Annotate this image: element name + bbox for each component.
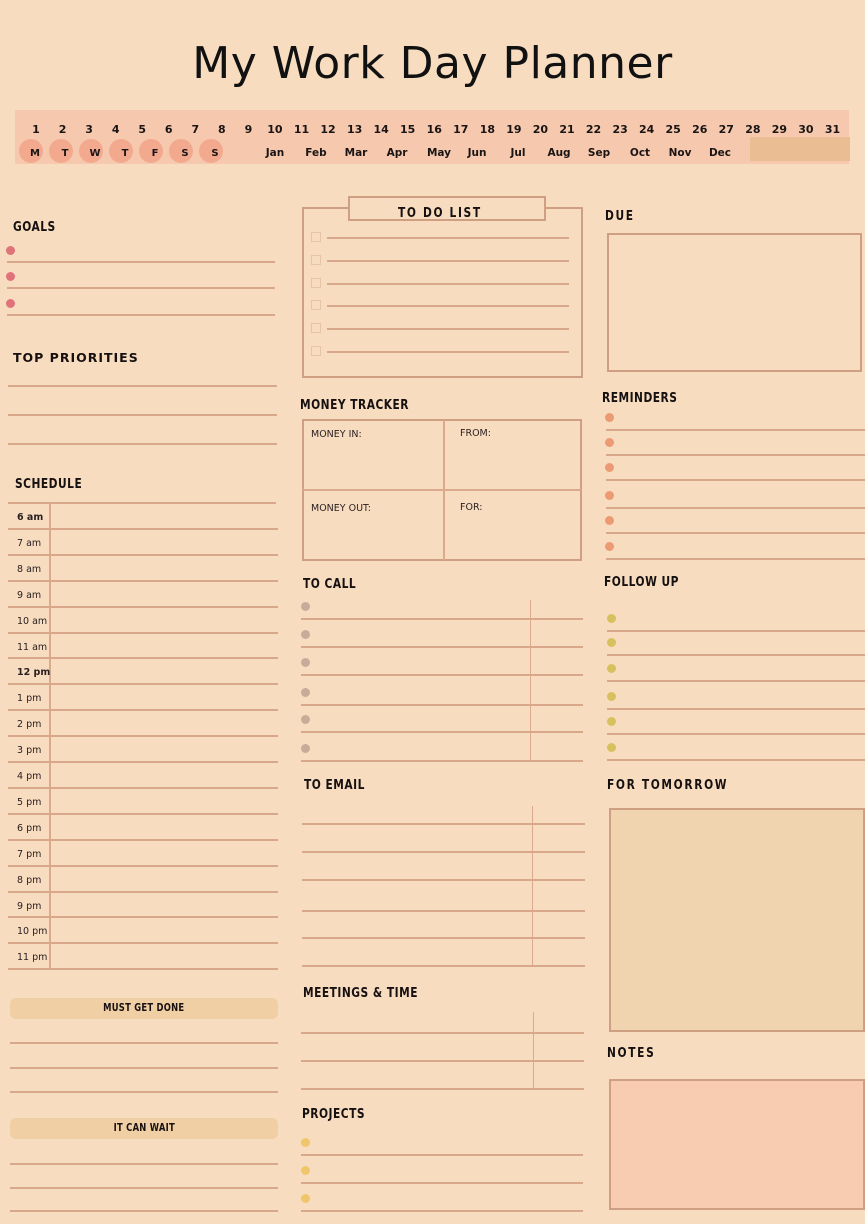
calendar-date[interactable]: 6: [164, 123, 173, 136]
weekday-label: T: [61, 148, 69, 159]
reminder-line[interactable]: [606, 507, 865, 509]
todo-list-heading: TO DO LIST: [398, 206, 482, 221]
reminder-line[interactable]: [606, 558, 865, 560]
schedule-hour-label: 5 pm: [17, 796, 42, 808]
calendar-date[interactable]: 21: [559, 123, 575, 136]
schedule-hour-label: 11 am: [17, 641, 48, 653]
follow-up-line[interactable]: [607, 708, 865, 710]
must-get-done-line[interactable]: [10, 1067, 278, 1069]
it-can-wait-line[interactable]: [10, 1187, 278, 1189]
calendar-month[interactable]: Sep: [587, 147, 611, 159]
schedule-hour-label: 6 pm: [17, 822, 42, 834]
schedule-hour-label: 8 pm: [17, 874, 42, 886]
calendar-date[interactable]: 22: [585, 123, 602, 136]
project-bullet-icon[interactable]: [301, 1138, 310, 1147]
schedule-row-line[interactable]: [8, 709, 278, 711]
todo-line[interactable]: [327, 328, 569, 330]
calendar-date[interactable]: 9: [244, 123, 253, 136]
to-call-bullet-icon[interactable]: [301, 744, 310, 753]
schedule-heading: SCHEDULE: [15, 477, 83, 492]
weekday-circle[interactable]: [199, 139, 223, 163]
follow-up-bullet-icon[interactable]: [607, 664, 616, 673]
to-call-divider: [530, 600, 531, 760]
must-get-done-line[interactable]: [10, 1042, 278, 1044]
follow-up-bullet-icon[interactable]: [607, 638, 616, 647]
to-email-heading: TO EMAIL: [304, 778, 365, 793]
follow-up-line[interactable]: [607, 680, 865, 682]
calendar-blank-cell: [750, 137, 850, 161]
schedule-row-line[interactable]: [8, 942, 278, 944]
money-for-label: FOR:: [460, 502, 483, 513]
calendar-date[interactable]: 28: [745, 123, 761, 136]
priority-line[interactable]: [8, 443, 277, 445]
reminder-bullet-icon[interactable]: [605, 413, 614, 422]
schedule-row-line[interactable]: [8, 916, 278, 918]
money-from-label: FROM:: [460, 428, 491, 439]
schedule-hour-label: 1 pm: [17, 693, 42, 705]
calendar-date[interactable]: 5: [138, 123, 147, 136]
calendar-date[interactable]: 26: [692, 123, 708, 136]
calendar-month[interactable]: May: [426, 147, 452, 159]
to-call-bullet-icon[interactable]: [301, 602, 310, 611]
weekday-label: T: [121, 148, 129, 159]
follow-up-heading: FOLLOW UP: [604, 575, 679, 590]
goal-line[interactable]: [7, 261, 275, 263]
calendar-date[interactable]: 12: [320, 123, 336, 136]
to-call-line[interactable]: [301, 704, 583, 706]
must-get-done-header: [10, 998, 278, 1019]
schedule-row-line[interactable]: [8, 761, 278, 763]
page-title: My Work Day Planner: [192, 38, 673, 89]
to-email-line[interactable]: [302, 937, 585, 939]
goal-line[interactable]: [7, 314, 275, 316]
todo-line[interactable]: [327, 283, 569, 285]
follow-up-bullet-icon[interactable]: [607, 717, 616, 726]
schedule-row-line[interactable]: [8, 787, 278, 789]
project-line[interactable]: [301, 1154, 583, 1156]
project-line[interactable]: [301, 1182, 583, 1184]
schedule-row-line[interactable]: [8, 554, 278, 556]
meeting-line[interactable]: [301, 1060, 584, 1062]
money-out-label: MONEY OUT:: [311, 503, 371, 514]
it-can-wait-label: IT CAN WAIT: [113, 1122, 175, 1134]
to-call-bullet-icon[interactable]: [301, 630, 310, 639]
money-in-label: MONEY IN:: [311, 429, 362, 440]
calendar-date[interactable]: 2: [58, 123, 67, 136]
weekday-circle[interactable]: [49, 139, 73, 163]
weekday-circle[interactable]: [79, 139, 103, 163]
to-call-bullet-icon[interactable]: [301, 715, 310, 724]
calendar-date[interactable]: 11: [293, 123, 310, 136]
schedule-hour-label: 7 am: [17, 537, 42, 549]
money-grid-hdivider: [303, 489, 581, 491]
todo-line[interactable]: [327, 351, 569, 353]
weekday-label: S: [211, 148, 219, 159]
follow-up-bullet-icon[interactable]: [607, 692, 616, 701]
weekday-circle[interactable]: [139, 139, 163, 163]
calendar-date[interactable]: 23: [612, 123, 628, 136]
calendar-date[interactable]: 3: [85, 123, 93, 136]
goal-line[interactable]: [7, 287, 275, 289]
project-bullet-icon[interactable]: [301, 1194, 310, 1203]
calendar-date[interactable]: 15: [400, 123, 416, 136]
calendar-month[interactable]: Dec: [708, 147, 732, 159]
must-get-done-label: MUST GET DONE: [103, 1002, 185, 1014]
follow-up-bullet-icon[interactable]: [607, 614, 616, 623]
calendar-month[interactable]: Feb: [305, 147, 327, 159]
reminder-line[interactable]: [606, 429, 865, 431]
calendar-month[interactable]: Apr: [386, 147, 408, 159]
calendar-month[interactable]: Jul: [510, 147, 526, 159]
calendar-month[interactable]: Oct: [629, 147, 651, 159]
schedule-hour-label: 8 am: [17, 563, 42, 575]
project-bullet-icon[interactable]: [301, 1166, 310, 1175]
to-email-line[interactable]: [302, 879, 585, 881]
reminder-bullet-icon[interactable]: [605, 491, 614, 500]
schedule-hour-label: 3 pm: [17, 745, 42, 757]
goal-bullet-icon[interactable]: [6, 272, 15, 281]
goal-bullet-icon[interactable]: [6, 299, 15, 308]
calendar-month[interactable]: Mar: [344, 147, 368, 159]
to-call-line[interactable]: [301, 731, 583, 733]
weekday-circle[interactable]: [19, 139, 43, 163]
to-call-bullet-icon[interactable]: [301, 688, 310, 697]
schedule-hour-label: 2 pm: [17, 719, 42, 731]
to-email-line[interactable]: [302, 910, 585, 912]
reminder-bullet-icon[interactable]: [605, 438, 614, 447]
reminder-line[interactable]: [606, 454, 865, 456]
to-email-divider: [532, 806, 533, 966]
reminder-line[interactable]: [606, 479, 865, 481]
calendar-date[interactable]: 8: [218, 123, 226, 136]
schedule-row-line[interactable]: [8, 839, 278, 841]
schedule-row-line[interactable]: [8, 813, 278, 815]
project-line[interactable]: [301, 1210, 583, 1212]
due-box[interactable]: [607, 233, 862, 372]
calendar-strip: [15, 110, 849, 164]
todo-checkbox[interactable]: [311, 278, 321, 288]
for-tomorrow-heading: FOR TOMORROW: [607, 778, 729, 793]
priority-line[interactable]: [8, 414, 277, 416]
to-call-heading: TO CALL: [303, 577, 357, 592]
notes-box[interactable]: [609, 1079, 865, 1210]
schedule-hour-label: 7 pm: [17, 848, 42, 860]
to-call-line[interactable]: [301, 674, 583, 676]
follow-up-line[interactable]: [607, 733, 865, 735]
calendar-date[interactable]: 27: [718, 123, 734, 136]
calendar-date[interactable]: 20: [532, 123, 549, 136]
it-can-wait-header: [10, 1118, 278, 1139]
must-get-done-line[interactable]: [10, 1091, 278, 1093]
todo-line[interactable]: [327, 260, 569, 262]
schedule-row-line[interactable]: [8, 657, 278, 659]
calendar-date[interactable]: 18: [479, 123, 495, 136]
schedule-row-line[interactable]: [8, 632, 278, 634]
priority-line[interactable]: [8, 385, 277, 387]
calendar-month[interactable]: Jan: [265, 147, 285, 159]
follow-up-line[interactable]: [607, 630, 865, 632]
weekday-label: S: [181, 148, 189, 159]
calendar-date[interactable]: 30: [798, 123, 814, 136]
schedule-row-line[interactable]: [8, 606, 278, 608]
schedule-hour-label: 12 pm: [17, 667, 51, 679]
schedule-row-line[interactable]: [8, 891, 278, 893]
to-email-line[interactable]: [302, 823, 585, 825]
todo-checkbox[interactable]: [311, 323, 321, 333]
calendar-date[interactable]: 31: [824, 123, 841, 136]
meeting-line[interactable]: [301, 1032, 584, 1034]
schedule-row-line[interactable]: [8, 683, 278, 685]
it-can-wait-line[interactable]: [10, 1163, 278, 1165]
calendar-month[interactable]: Aug: [547, 147, 571, 159]
calendar-date[interactable]: 24: [638, 123, 655, 136]
schedule-row-line[interactable]: [8, 580, 278, 582]
top-priorities-heading: TOP PRIORITIES: [13, 350, 139, 365]
reminder-bullet-icon[interactable]: [605, 542, 614, 551]
calendar-date[interactable]: 1: [32, 123, 40, 136]
reminder-bullet-icon[interactable]: [605, 463, 614, 472]
schedule-hour-label: 6 am: [17, 512, 44, 523]
schedule-hour-label: 11 pm: [17, 952, 48, 964]
calendar-date[interactable]: 14: [373, 123, 389, 136]
calendar-date[interactable]: 7: [191, 123, 200, 136]
to-call-line[interactable]: [301, 760, 583, 762]
meeting-line[interactable]: [301, 1088, 584, 1090]
schedule-row-line[interactable]: [8, 865, 278, 867]
todo-checkbox[interactable]: [311, 300, 321, 310]
projects-heading: PROJECTS: [302, 1107, 366, 1122]
calendar-month[interactable]: Jun: [467, 147, 487, 159]
todo-checkbox[interactable]: [311, 232, 321, 242]
to-email-line[interactable]: [302, 965, 585, 967]
calendar-date[interactable]: 13: [346, 123, 363, 136]
schedule-row-line[interactable]: [8, 735, 278, 737]
weekday-circle[interactable]: [109, 139, 133, 163]
calendar-date[interactable]: 25: [665, 123, 681, 136]
follow-up-bullet-icon[interactable]: [607, 743, 616, 752]
calendar-date[interactable]: 19: [506, 123, 522, 136]
schedule-row-line[interactable]: [8, 968, 278, 970]
todo-line[interactable]: [327, 237, 569, 239]
reminder-bullet-icon[interactable]: [605, 516, 614, 525]
weekday-label: F: [151, 148, 159, 159]
weekday-label: W: [89, 148, 101, 159]
to-email-line[interactable]: [302, 851, 585, 853]
to-call-bullet-icon[interactable]: [301, 658, 310, 667]
calendar-date[interactable]: 29: [771, 123, 788, 136]
schedule-row-line[interactable]: [8, 528, 278, 530]
todo-checkbox[interactable]: [311, 346, 321, 356]
todo-checkbox[interactable]: [311, 255, 321, 265]
to-call-line[interactable]: [301, 646, 583, 648]
reminders-heading: REMINDERS: [602, 391, 678, 406]
meetings-time-heading: MEETINGS & TIME: [303, 986, 418, 1001]
schedule-hour-label: 9 am: [17, 589, 42, 601]
due-heading: DUE: [605, 209, 635, 224]
calendar-date[interactable]: 17: [453, 123, 469, 136]
reminder-line[interactable]: [606, 532, 865, 534]
schedule-hour-label: 9 pm: [17, 900, 42, 912]
goal-bullet-icon[interactable]: [6, 246, 15, 255]
goals-heading: GOALS: [13, 220, 56, 235]
calendar-month[interactable]: Nov: [668, 147, 692, 159]
calendar-date[interactable]: 16: [426, 123, 442, 136]
calendar-date[interactable]: 4: [111, 123, 120, 136]
for-tomorrow-box[interactable]: [609, 808, 865, 1032]
notes-heading: NOTES: [607, 1046, 656, 1061]
weekday-circle[interactable]: [169, 139, 193, 163]
schedule-hour-label: 4 pm: [17, 771, 42, 782]
weekday-label: M: [30, 148, 40, 159]
follow-up-line[interactable]: [607, 759, 865, 761]
follow-up-line[interactable]: [607, 654, 865, 656]
schedule-hour-label: 10 pm: [17, 926, 48, 938]
calendar-date[interactable]: 10: [267, 123, 283, 136]
todo-line[interactable]: [327, 305, 569, 307]
it-can-wait-line[interactable]: [10, 1210, 278, 1212]
money-tracker-heading: MONEY TRACKER: [300, 398, 410, 413]
meetings-divider: [533, 1012, 534, 1088]
to-call-line[interactable]: [301, 618, 583, 620]
schedule-hour-label: 10 am: [17, 615, 48, 627]
